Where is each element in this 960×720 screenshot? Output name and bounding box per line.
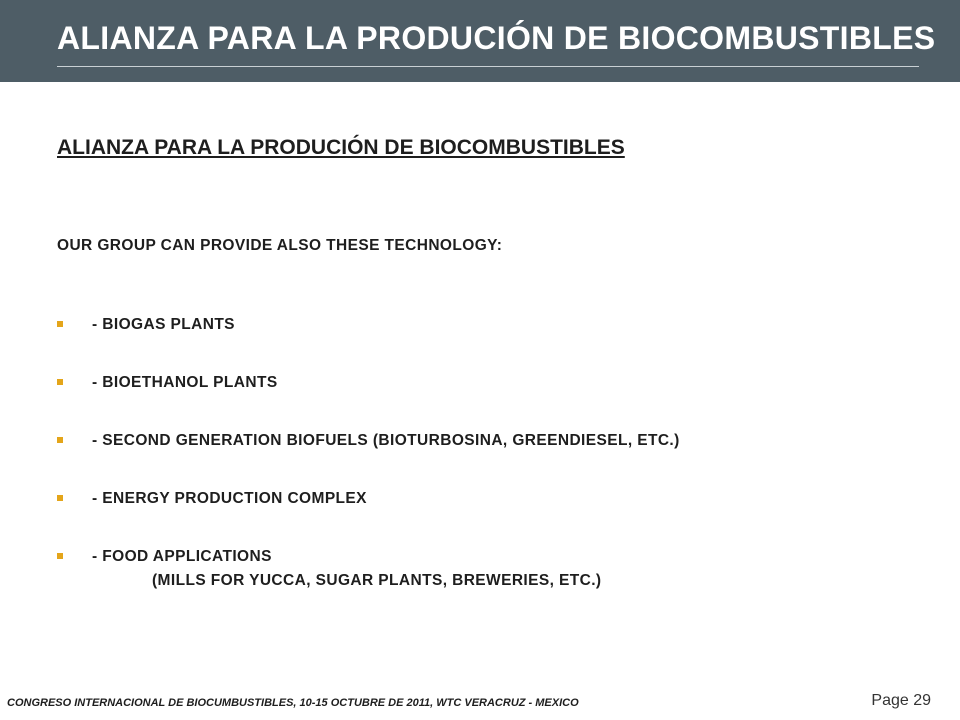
square-bullet-icon xyxy=(57,437,63,443)
list-item-text: - FOOD APPLICATIONS xyxy=(92,548,272,565)
list-item-text: - ENERGY PRODUCTION COMPLEX xyxy=(92,490,367,507)
square-bullet-icon xyxy=(57,495,63,501)
footer-caption: CONGRESO INTERNACIONAL DE BIOCUMBUSTIBLES, 10-15 OCTUBRE DE 2011, WTC VERACRUZ - MEXICO xyxy=(7,697,579,709)
list-item-subtext: (MILLS FOR YUCCA, SUGAR PLANTS, BREWERIES, ETC.) xyxy=(152,572,602,589)
page-number: Page 29 xyxy=(871,692,931,709)
intro-text: OUR GROUP CAN PROVIDE ALSO THESE TECHNOLOGY: xyxy=(57,237,503,254)
list-item-text: - BIOETHANOL PLANTS xyxy=(92,374,278,391)
slide-title: ALIANZA PARA LA PRODUCIÓN DE BIOCOMBUSTIBLES xyxy=(57,20,936,56)
square-bullet-icon xyxy=(57,379,63,385)
list-item-text: - SECOND GENERATION BIOFUELS (BIOTURBOSINA, GREENDIESEL, ETC.) xyxy=(92,432,680,449)
header-divider xyxy=(57,66,919,67)
square-bullet-icon xyxy=(57,553,63,559)
square-bullet-icon xyxy=(57,321,63,327)
list-item-text: - BIOGAS PLANTS xyxy=(92,316,235,333)
section-heading: ALIANZA PARA LA PRODUCIÓN DE BIOCOMBUSTIBLES xyxy=(57,136,625,159)
slide-header xyxy=(0,0,960,82)
